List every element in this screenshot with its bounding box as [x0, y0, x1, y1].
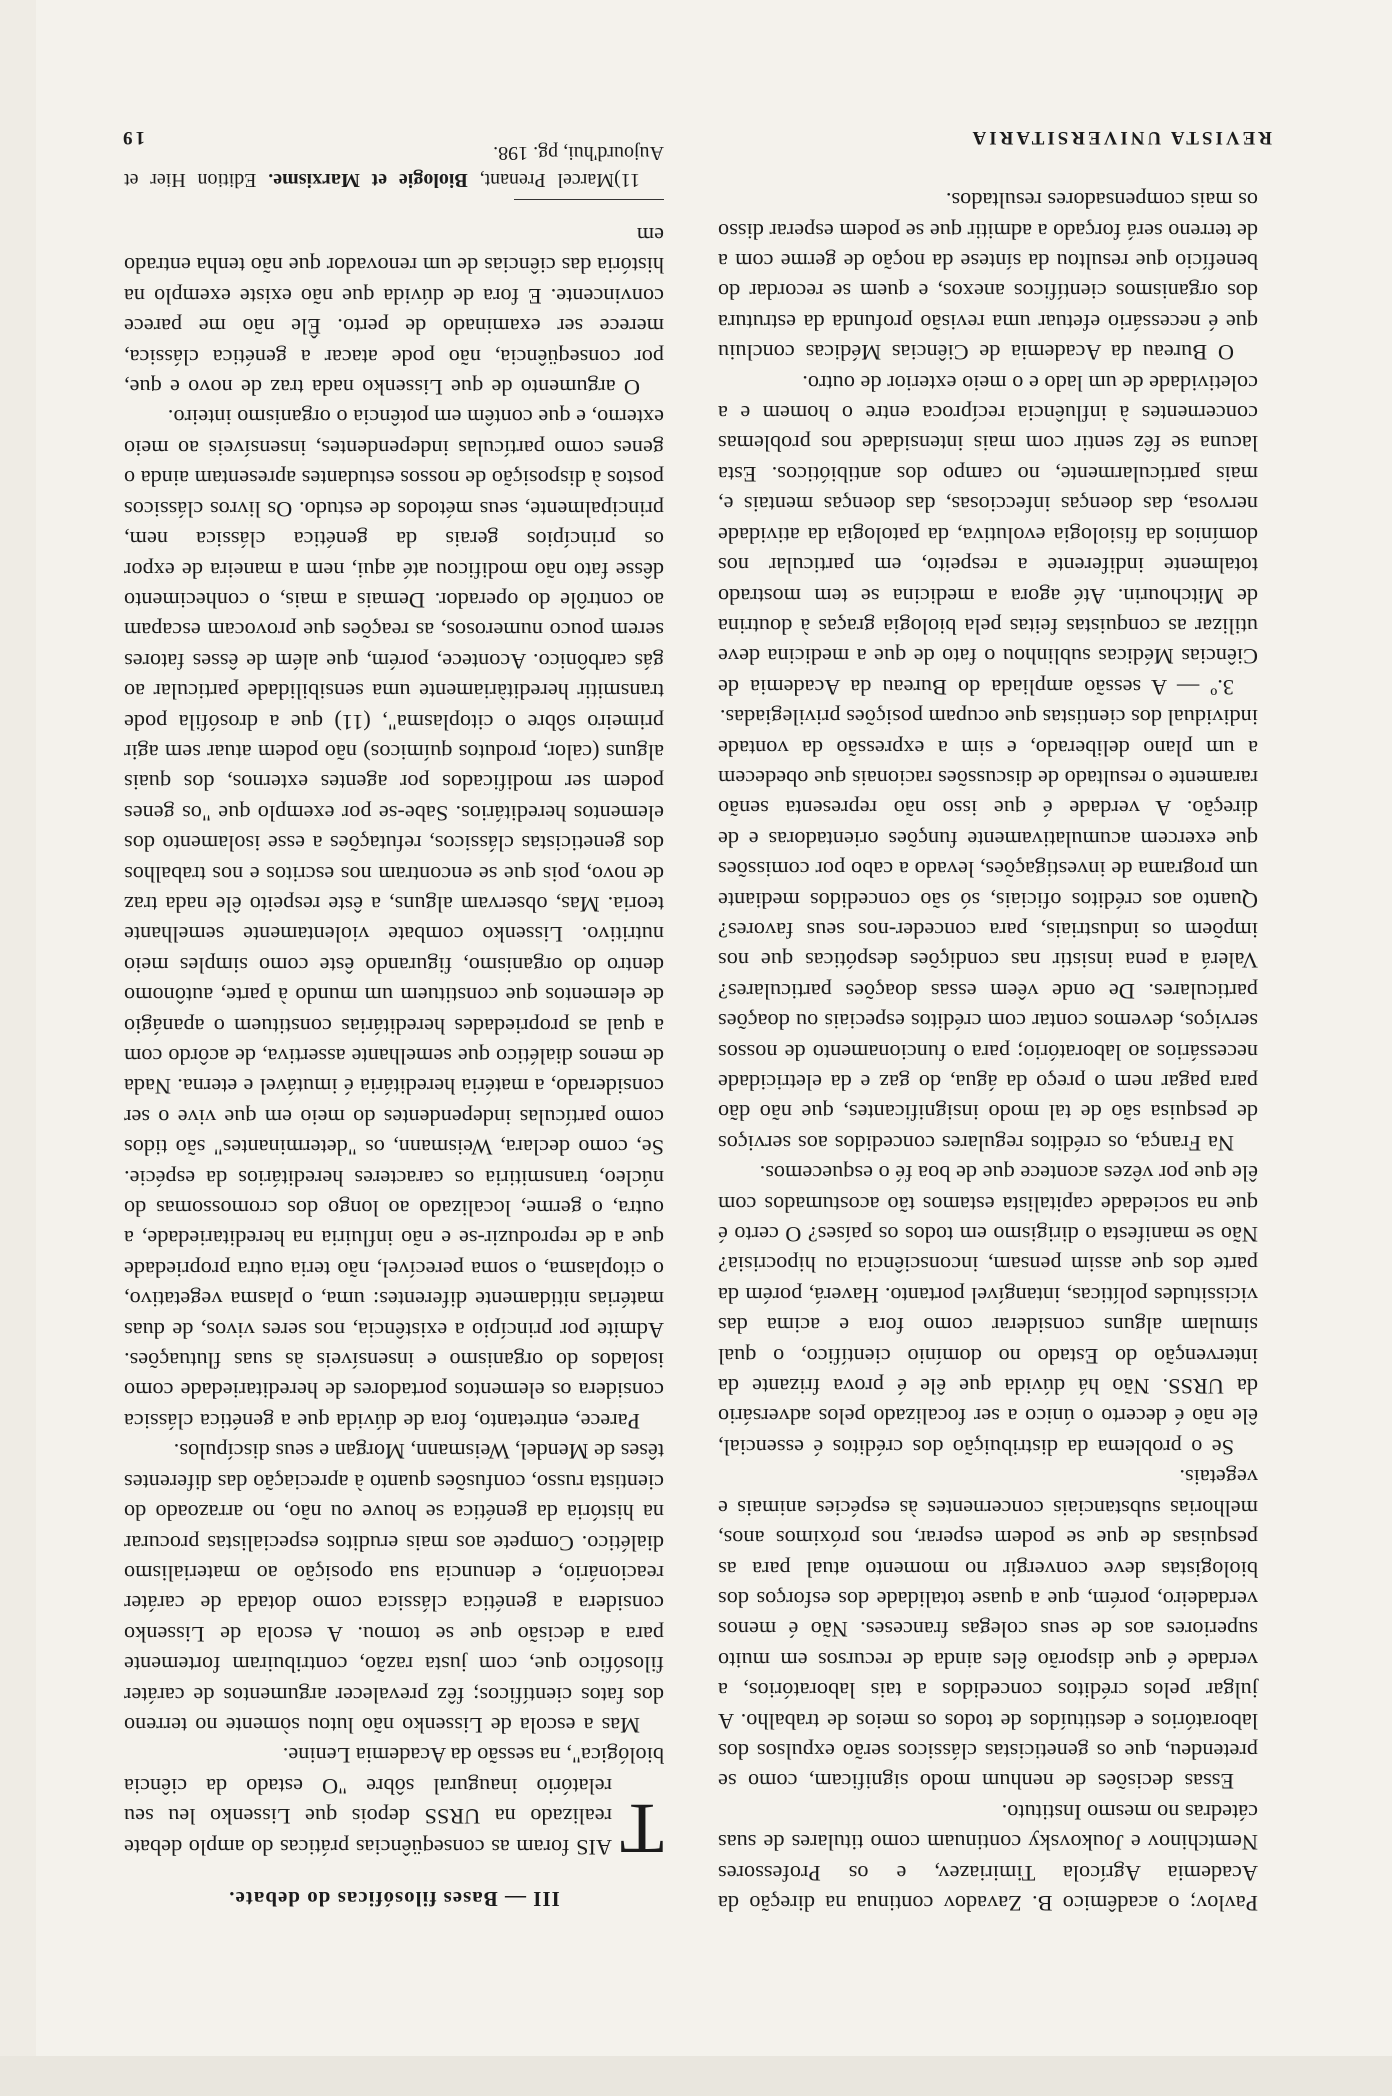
left-column [718, 185, 1258, 1918]
footnote-rest: Edition Hier et Aujourd'hui, pg. 198. [124, 141, 664, 191]
section-title: III — Bases filosóficas do debate. [228, 1887, 560, 1911]
footnote-author: Marcel Prenant, [467, 168, 615, 191]
opening-paragraph [124, 1740, 664, 1869]
paragraph: Se o problema da distribuição dos créditos é essencial, êle não é decerto o único a ser focalizado pelos adversário da URSS. Não há dúvida que êle é prova frizante da intervenção do Estado no domínio científico, o qual simulam alguns considerar como fora e acima das vicissitudes políticas, intangível portanto. Haverá, porém da parte dos que assim pensam, inconsciência ou hipocrisia? Não se manifesta o dirigismo em todos os países? O certo é que na sociedade capitalista estamos tão acostumados com êle que por vêzes acontece que de boa fé o esquecemos. [718, 1161, 1258, 1460]
footnote-title: Biologie et Marxisme. [268, 168, 468, 191]
footnote-marker: 11) [614, 168, 640, 191]
footnote [124, 139, 664, 193]
paragraph: O argumento de que Lissenko nada traz de novo e que, por conseqüência, não pode atacar a genética clássica, merece ser examinado de perto. Êle não me parece convincente. E fora de dúvida que não existe exemplo na história das ciências de um renovador que não tenha entrado em [124, 223, 664, 401]
paragraph: Mas a escola de Lissenko não lutou sòmente no terreno dos fatos científicos; fêz prevalecer argumentos de caráter filosófico que, com justa razão, contribuiram fortemente para a decisão que se tomou. A escola de Lissenko considera a genética clássica como dotada de caráter reacionário, e denuncia sua oposição ao materialismo dialético. Compete aos mais eruditos especialistas procurar na história da genética se houve ou não, no arrazoado do cientista russo, confusões quanto à apreciação das diferentes têses de Mendel, Weismann, Morgan e seus discípulos. [124, 1439, 664, 1738]
journal-title: REVISTA UNIVERSITARIA [969, 127, 1272, 148]
paragraph: 3.º — A sessão ampliada do Bureau da Academia de Ciências Médicas sublinhou o fato de que a medicina deve utilizar as conquistas feitas pela biologia graças à doutrina de Mitchourin. Até agora a medicina se tem mostrado totalmente indiferente a respeito, em particular nos domínios da fisiologia evolutiva, da patologia da atividade nervosa, das doenças infecciosas, das doenças mentais e, mais particularmente, no campo dos antibióticos. Esta lacuna se fêz sentir com mais intensidade nos problemas concernentes à influência recíproca entre o homem e a coletividade de um lado e o meio exterior de outro. [718, 370, 1258, 700]
right-column [124, 139, 664, 1918]
paragraph: O Bureau da Academia de Ciências Médicas concluiu que é necessário efetuar uma revisão profunda da estrutura dos organismos científicos anexos, e quem se recordar do benefício que resultou da síntese da noção de germe com a de terreno será forçado a admitir que se podem esperar disso os mais compensadores resultados. [718, 188, 1258, 366]
paragraph: Essas decisões de nenhum modo significam, como se pretendeu, que os geneticistas clássicos serão expulsos dos laboratórios e destituídos de todos os meios de trabalho. A julgar pelos créditos concedidos a tais laboratórios, a verdade é que disporão êles ainda de recursos em muito superiores aos de seus colegas franceses. Não é menos verdadeiro, porém, que a quase totalidade dos esforços dos biologistas deve convergir no momento atual para as pesquisas de que se podem esperar, nos próximos anos, melhorias substanciais concernentes às espécies animais e vegetais. [718, 1465, 1258, 1795]
page-number: 19 [120, 127, 145, 148]
footnote-divider [514, 199, 664, 200]
paragraph: Na França, os créditos regulares concedidos aos serviços de pesquisa são de tal modo insignificantes, que não dão para pagar nem o preço da água, do gaz e da eletricidade necessários ao laboratório; para o funcionamento de nossos serviços, devemos contar com créditos especiais ou doações particulares. De onde vêem essas doações particulares? Valerá a pena insistir nas condições despóticas que nos impõem os industriais, para conceder-nos seus favores? Quanto aos créditos oficiais, só são concedidos mediante um programa de investigações, levado a cabo por comissões que exercem acumulativamente funções orientadoras e de direção. A verdade é que isso não representa senão raramente o resultado de discussões racionais que obedecem a um plano deliberado, e sim a expressão da vontade individual dos cientistas que ocupam posições privilegiadas. [718, 705, 1258, 1156]
paragraph: Parece, entretanto, fora de dúvida que a genética clássica considera os elementos portadores de hereditariedade como isolados do organismo e insensíveis às suas flutuações. Admite por princípio a existência, nos seres vivos, de duas matérias nitidamente diferentes: uma, o plasma vegetativo, o citoplasma, o soma perecível, não teria outra propriedade que a de reproduzir-se e não influiria na hereditariedade, a outra, o germe, localizado ao longo dos cromossomas do núcleo, transmitiria os caracteres hereditários da espécie. Se, como declara, Weismann, os "determinantes" são tidos como partículas independentes do meio em que vive o ser considerado, a matéria hereditária é imutável e eterna. Nada de menos dialético que semelhante assertiva, de acôrdo com a qual as propriedades hereditárias constituem o apanágio de elementos que constituem um mundo à parte, autônomo dentro do organismo, figurando êste como simples meio nutritivo. Lissenko combate violentamente semelhante teoria. Mas, observam alguns, a êste respeito êle nada traz de novo, pois que se encontram nos escritos e nos trabalhos dos geneticistas clássicos, refutações a esse isolamento dos elementos hereditários. Sabe-se por exemplo que "os genes podem ser modificados por agentes externos, dos quais alguns (calor, produtos químicos) não podem atuar sem agir primeiro sôbre o citoplasma", (11) que a drosófila pode transmitir hereditàriamente uma sensibilidade particular ao gás carbônico. Acontece, porém, que além de êsses fatores serem pouco numerosos, as reações que provocam escapam ao contrôle do operador. Demais a mais, o conhecimento dêsse fato não modificou até aqui, nem a maneira de expor os princípios gerais da genética clássica nem, principalmente, seus métodos de estudo. Os livros clássicos postos à disposição de nossos estudantes apresentam ainda o genes como partículas independentes, insensíveis ao meio externo, e que contêm em potência o organismo inteiro. [124, 405, 664, 1434]
opening-paragraph-text: AIS foram as conseqüências práticas do amplo debate realizado na URSS depois que Lissenko leu seu relatório inaugural sôbre "O estado da ciência biológica", na sessão da Academia Lenine. [124, 1743, 664, 1860]
drop-cap: T [620, 1788, 664, 1869]
paragraph: Pavlov; o acadêmico B. Zavadov continua na direção da Academia Agrícola Timiriazev, e os Professores Nemtchinov e Joukovsky continuam como titulares de suas cátedras no mesmo Instituto. [718, 1799, 1258, 1916]
